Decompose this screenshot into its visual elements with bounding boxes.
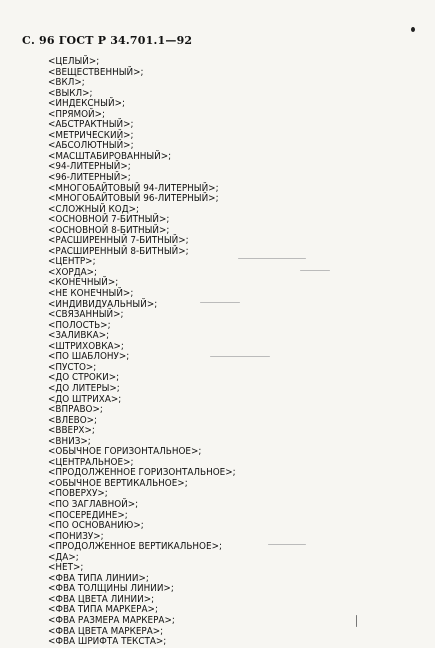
list-item: <КОНЕЧНЫЙ>; [48,277,119,289]
list-item: <ОСНОВНОЙ 7-БИТНЫЙ>; [48,214,170,226]
list-item: <ОБЫЧНОЕ ВЕРТИКАЛЬНОЕ>; [48,477,188,489]
list-item: <ДО ШТРИХА>; [48,393,122,405]
list-item: <96-ЛИТЕРНЫЙ>; [48,172,131,184]
enumeration-list [48,57,252,648]
list-item: <ЗАЛИВКА>; [48,330,110,342]
list-item: <ДА>; [48,551,79,563]
list-item: <ВВЕРХ>; [48,425,95,437]
list-item: <ШТРИХОВКА>; [48,340,124,352]
list-item: <ПУСТО>; [48,361,97,373]
list-item: <ИНДЕКСНЫЙ>; [48,98,125,110]
list-item: <ХОРДА>; [48,266,98,278]
list-item: <ВЕЩЕСТВЕННЫЙ>; [48,66,144,78]
list-item: <МНОГОБАЙТОВЫЙ 96-ЛИТЕРНЫЙ>; [48,193,219,205]
list-item: <ЦЕНТРАЛЬНОЕ>; [48,456,134,468]
list-item: <ПОВЕРХУ>; [48,488,108,500]
scan-speck [200,302,240,303]
list-item: <ДО ЛИТЕРЫ>; [48,382,120,394]
list-item: <94-ЛИТЕРНЫЙ>; [48,161,131,173]
list-item: <НЕТ>; [48,562,84,574]
list-item: <ЦЕЛЫЙ>; [48,56,100,67]
list-item: <ПРОДОЛЖЕННОЕ ВЕРТИКАЛЬНОЕ>; [48,541,222,553]
list-item: <ПОНИЗУ>; [48,530,104,542]
list-item: <ПО ЗАГЛАВНОЙ>; [48,498,139,510]
list-item: <ФВА ТИПА МАРКЕРА>; [48,604,158,616]
list-item: <МНОГОБАЙТОВЫЙ 94-ЛИТЕРНЫЙ>; [48,182,219,194]
list-item: <АБСТРАКТНЫЙ>; [48,119,134,131]
scan-speck [356,615,357,627]
list-item: <МЕТРИЧЕСКИЙ>; [48,129,134,141]
list-item: <ОСНОВНОЙ 8-БИТНЫЙ>; [48,224,170,236]
list-item: <ПО ШАБЛОНУ>; [48,351,130,363]
list-item: <ФВА РАЗМЕРА МАРКЕРА>; [48,614,175,626]
list-item: <МАСШТАБИРОВАННЫЙ>; [48,150,172,162]
list-item: <ВЫКЛ>; [48,87,93,99]
list-item: <ЦЕНТР>; [48,256,96,268]
list-item: <СЛОЖНЫЙ КОД>; [48,203,139,215]
list-item: <ФВА ТИПА ЛИНИИ>; [48,572,149,584]
page-header: С. 96 ГОСТ Р 34.701.1—92 [22,34,193,47]
list-item: <ВКЛ>; [48,77,85,89]
list-item: <АБСОЛЮТНЫЙ>; [48,140,134,152]
list-item: <ВНИЗ>; [48,435,91,447]
list-item: <ВЛЕВО>; [48,414,98,426]
list-item: <РАСШИРЕННЫЙ 8-БИТНЫЙ>; [48,245,189,257]
list-item: <ФВА ЦВЕТА ЛИНИИ>; [48,593,155,605]
list-item: <ИНДИВИДУАЛЬНЫЙ>; [48,298,158,310]
list-item: <РАСШИРЕННЫЙ 7-БИТНЫЙ>; [48,235,189,247]
list-item: <ФВА ТОЛЩИНЫ ЛИНИИ>; [48,583,174,595]
list-item: <ПОЛОСТЬ>; [48,319,111,331]
list-item: <ФВА ШРИФТА ТЕКСТА>; [48,636,167,648]
list-item: <ДО СТРОКИ>; [48,372,120,384]
list-item: <ПРОДОЛЖЕННОЕ ГОРИЗОНТАЛЬНОЕ>; [48,467,236,479]
list-item: <ПРЯМОЙ>; [48,108,106,120]
scan-speck [300,270,330,271]
list-item: <ПО ОСНОВАНИЮ>; [48,520,144,532]
list-item: <ФВА ЦВЕТА МАРКЕРА>; [48,625,164,637]
list-item: <ОБЫЧНОЕ ГОРИЗОНТАЛЬНОЕ>; [48,446,202,458]
scan-mark [411,27,415,32]
list-item: <ПОСЕРЕДИНЕ>; [48,509,128,521]
scan-speck [268,544,306,545]
list-item: <СВЯЗАННЫЙ>; [48,309,124,321]
scan-speck [210,356,270,357]
list-item: <НЕ КОНЕЧНЫЙ>; [48,288,134,300]
scan-speck [238,258,306,259]
list-item: <ВПРАВО>; [48,404,103,416]
